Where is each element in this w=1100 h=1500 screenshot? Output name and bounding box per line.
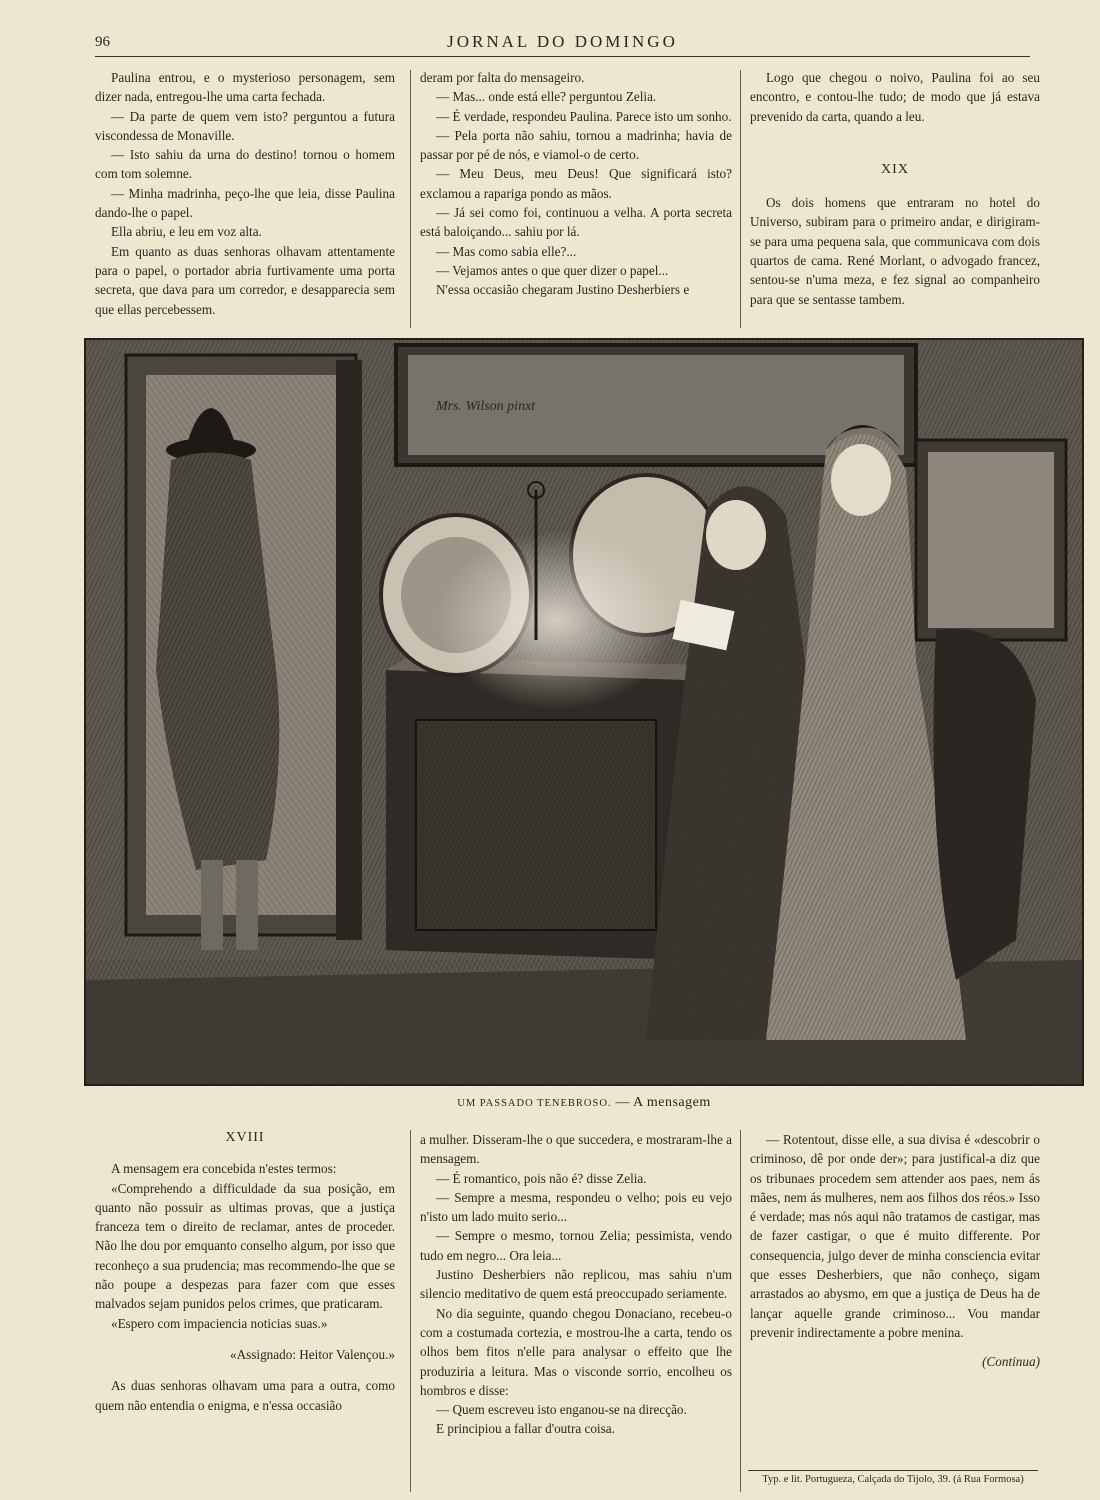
paragraph: Ella abriu, e leu em voz alta. bbox=[111, 224, 262, 240]
top-column-2 bbox=[420, 68, 732, 300]
paragraph: — Já sei como foi, continuou a velha. A porta secreta está baloiçando... sahiu por lá. bbox=[420, 205, 732, 240]
paragraph: «Espero com impaciencia noticias suas.» bbox=[111, 1315, 328, 1331]
top-column-3 bbox=[750, 68, 1040, 309]
column-divider bbox=[410, 70, 411, 328]
paragraph: E principiou a fallar d'outra coisa. bbox=[436, 1421, 615, 1437]
journal-title: JORNAL DO DOMINGO bbox=[447, 32, 678, 51]
illustration bbox=[84, 338, 1084, 1086]
paragraph: — Mas... onde está elle? perguntou Zelia. bbox=[436, 89, 657, 105]
bottom-column-2 bbox=[420, 1130, 732, 1439]
caption-title: UM PASSADO TENEBROSO. bbox=[457, 1098, 612, 1109]
paragraph: Os dois homens que entraram no hotel do Universo, subiram para o primeiro andar, e dirigiram-se para uma pequena sala, que communicava com dois quartos de cama. René Morlant, o advogado francez, sentou-se n'uma meza, e fez signal ao companheiro para que se sentasse tambem. bbox=[750, 195, 1040, 307]
paragraph: A mensagem era concebida n'estes termos: bbox=[111, 1161, 337, 1177]
paragraph: deram por falta do mensageiro. bbox=[420, 70, 585, 85]
bottom-column-1 bbox=[95, 1128, 395, 1415]
paragraph: — Quem escreveu isto enganou-se na direcção. bbox=[436, 1402, 687, 1418]
paragraph: a mulher. Disseram-lhe o que succedera, e mostraram-lhe a mensagem. bbox=[420, 1132, 732, 1167]
paragraph: — Pela porta não sahiu, tornou a madrinha; havia de passar por pé de nós, e viamol-o de certo. bbox=[420, 127, 732, 163]
paragraph: — Meu Deus, meu Deus! Que significará isto? exclamou a rapariga pondo as mãos. bbox=[420, 166, 732, 201]
paragraph: — Da parte de quem vem isto? perguntou a futura viscondessa de Monaville. bbox=[95, 108, 395, 143]
paragraph: As duas senhoras olhavam uma para a outra, como quem não entendia o enigma, e n'essa occasião bbox=[95, 1378, 395, 1413]
printer-imprint: Typ. e lit. Portugueza, Calçada do Tijolo, 39. (á Rua Formosa) bbox=[762, 1474, 1024, 1485]
painting-signature: Mrs. Wilson pinxt bbox=[436, 399, 536, 414]
paragraph: No dia seguinte, quando chegou Donaciano, recebeu-o com a costumada cortezia, e mostrou-lhe a carta, tendo os olhos bem fitos n'elle para analysar o effeito que lhe produziria a leitura. Mas o visconde sorrio, encolheu os hombros e disse: bbox=[420, 1305, 732, 1398]
page-header bbox=[95, 30, 1030, 60]
top-column-1 bbox=[95, 68, 395, 319]
paragraph: Em quanto as duas senhoras olhavam attentamente para o papel, o portador abria furtivamente uma porta secreta, que dava para um corredor, e desapparecia sem que ellas percebessem. bbox=[95, 243, 395, 317]
footer-rule bbox=[748, 1470, 1038, 1471]
paragraph: — Vejamos antes o que quer dizer o papel... bbox=[436, 262, 669, 278]
paragraph: Justino Desherbiers não replicou, mas sahiu n'um silencio meditativo de quem está preoccupado seriamente. bbox=[420, 1267, 732, 1302]
paragraph: «Comprehendo a difficuldade da sua posição, em quanto não possuir as ultimas provas, que a justiça franceza tem o direito de reclamar, antes de proceder. Não lhe dou por emquanto conselho algum, por isso que reconheço a sua prudencia; mas recommendo-lhe que se não poupe a despezas para fazer com que esses malvados sejam punidos pelos crimes, que praticaram. bbox=[95, 1180, 395, 1312]
bottom-column-3 bbox=[750, 1130, 1040, 1372]
paragraph: N'essa occasião chegaram Justino Desherbiers e bbox=[436, 282, 690, 298]
paragraph: — Rotentout, disse elle, a sua divisa é «descobrir o criminoso, dê por onde der»; para justifical-a diz que os tribunaes procedem sem attender aos paes, nem ás mães, nem ás mulheres, nem aos filhos dos réos.» Isso é verdade; mas nós aqui não tratamos de castigar, mas de fazer castigar, o que é muito differente. Por consequencia, julgo dever de minha consciencia evitar que esses Desherbiers, que não conheço, sigam arrastados ao abysmo, em que a justiça de Deus ha de lançar aquelle grande criminoso... Vou mandar prevenir indirectamente a pobre menina. bbox=[750, 1132, 1040, 1340]
engraving-scene bbox=[86, 340, 1082, 1084]
paragraph: Paulina entrou, e o mysterioso personagem, sem dizer nada, entregou-lhe uma carta fechada. bbox=[95, 70, 395, 105]
paragraph: — Mas como sabia elle?... bbox=[436, 243, 577, 259]
paragraph: — É verdade, respondeu Paulina. Parece isto um sonho. bbox=[436, 108, 732, 124]
page-number: 96 bbox=[95, 34, 110, 50]
column-divider bbox=[740, 1130, 741, 1492]
signature-line: «Assignado: Heitor Valençou.» bbox=[230, 1346, 395, 1362]
chapter-heading-xix: XIX bbox=[881, 161, 909, 177]
caption-subtitle: — A mensagem bbox=[615, 1095, 711, 1110]
continua-note: (Continua) bbox=[982, 1354, 1040, 1370]
illustration-caption bbox=[84, 1094, 1084, 1111]
header-rule bbox=[95, 56, 1030, 57]
paragraph: — Sempre a mesma, respondeu o velho; pois eu vejo n'isto um lado muito serio... bbox=[420, 1189, 732, 1225]
chapter-heading-xviii: XVIII bbox=[225, 1130, 265, 1145]
column-divider bbox=[740, 70, 741, 328]
paragraph: Logo que chegou o noivo, Paulina foi ao seu encontro, e contou-lhe tudo; de modo que já estava prevenido da carta, quando a leu. bbox=[750, 70, 1040, 124]
paragraph: — Minha madrinha, peço-lhe que leia, disse Paulina dando-lhe o papel. bbox=[95, 185, 395, 221]
paragraph: — É romantico, pois não é? disse Zelia. bbox=[436, 1170, 647, 1186]
paragraph: — Sempre o mesmo, tornou Zelia; pessimista, vendo tudo em negro... Ora leia... bbox=[420, 1228, 732, 1263]
column-divider bbox=[410, 1130, 411, 1492]
paragraph: — Isto sahiu da urna do destino! tornou o homem com tom solemne. bbox=[95, 147, 395, 182]
